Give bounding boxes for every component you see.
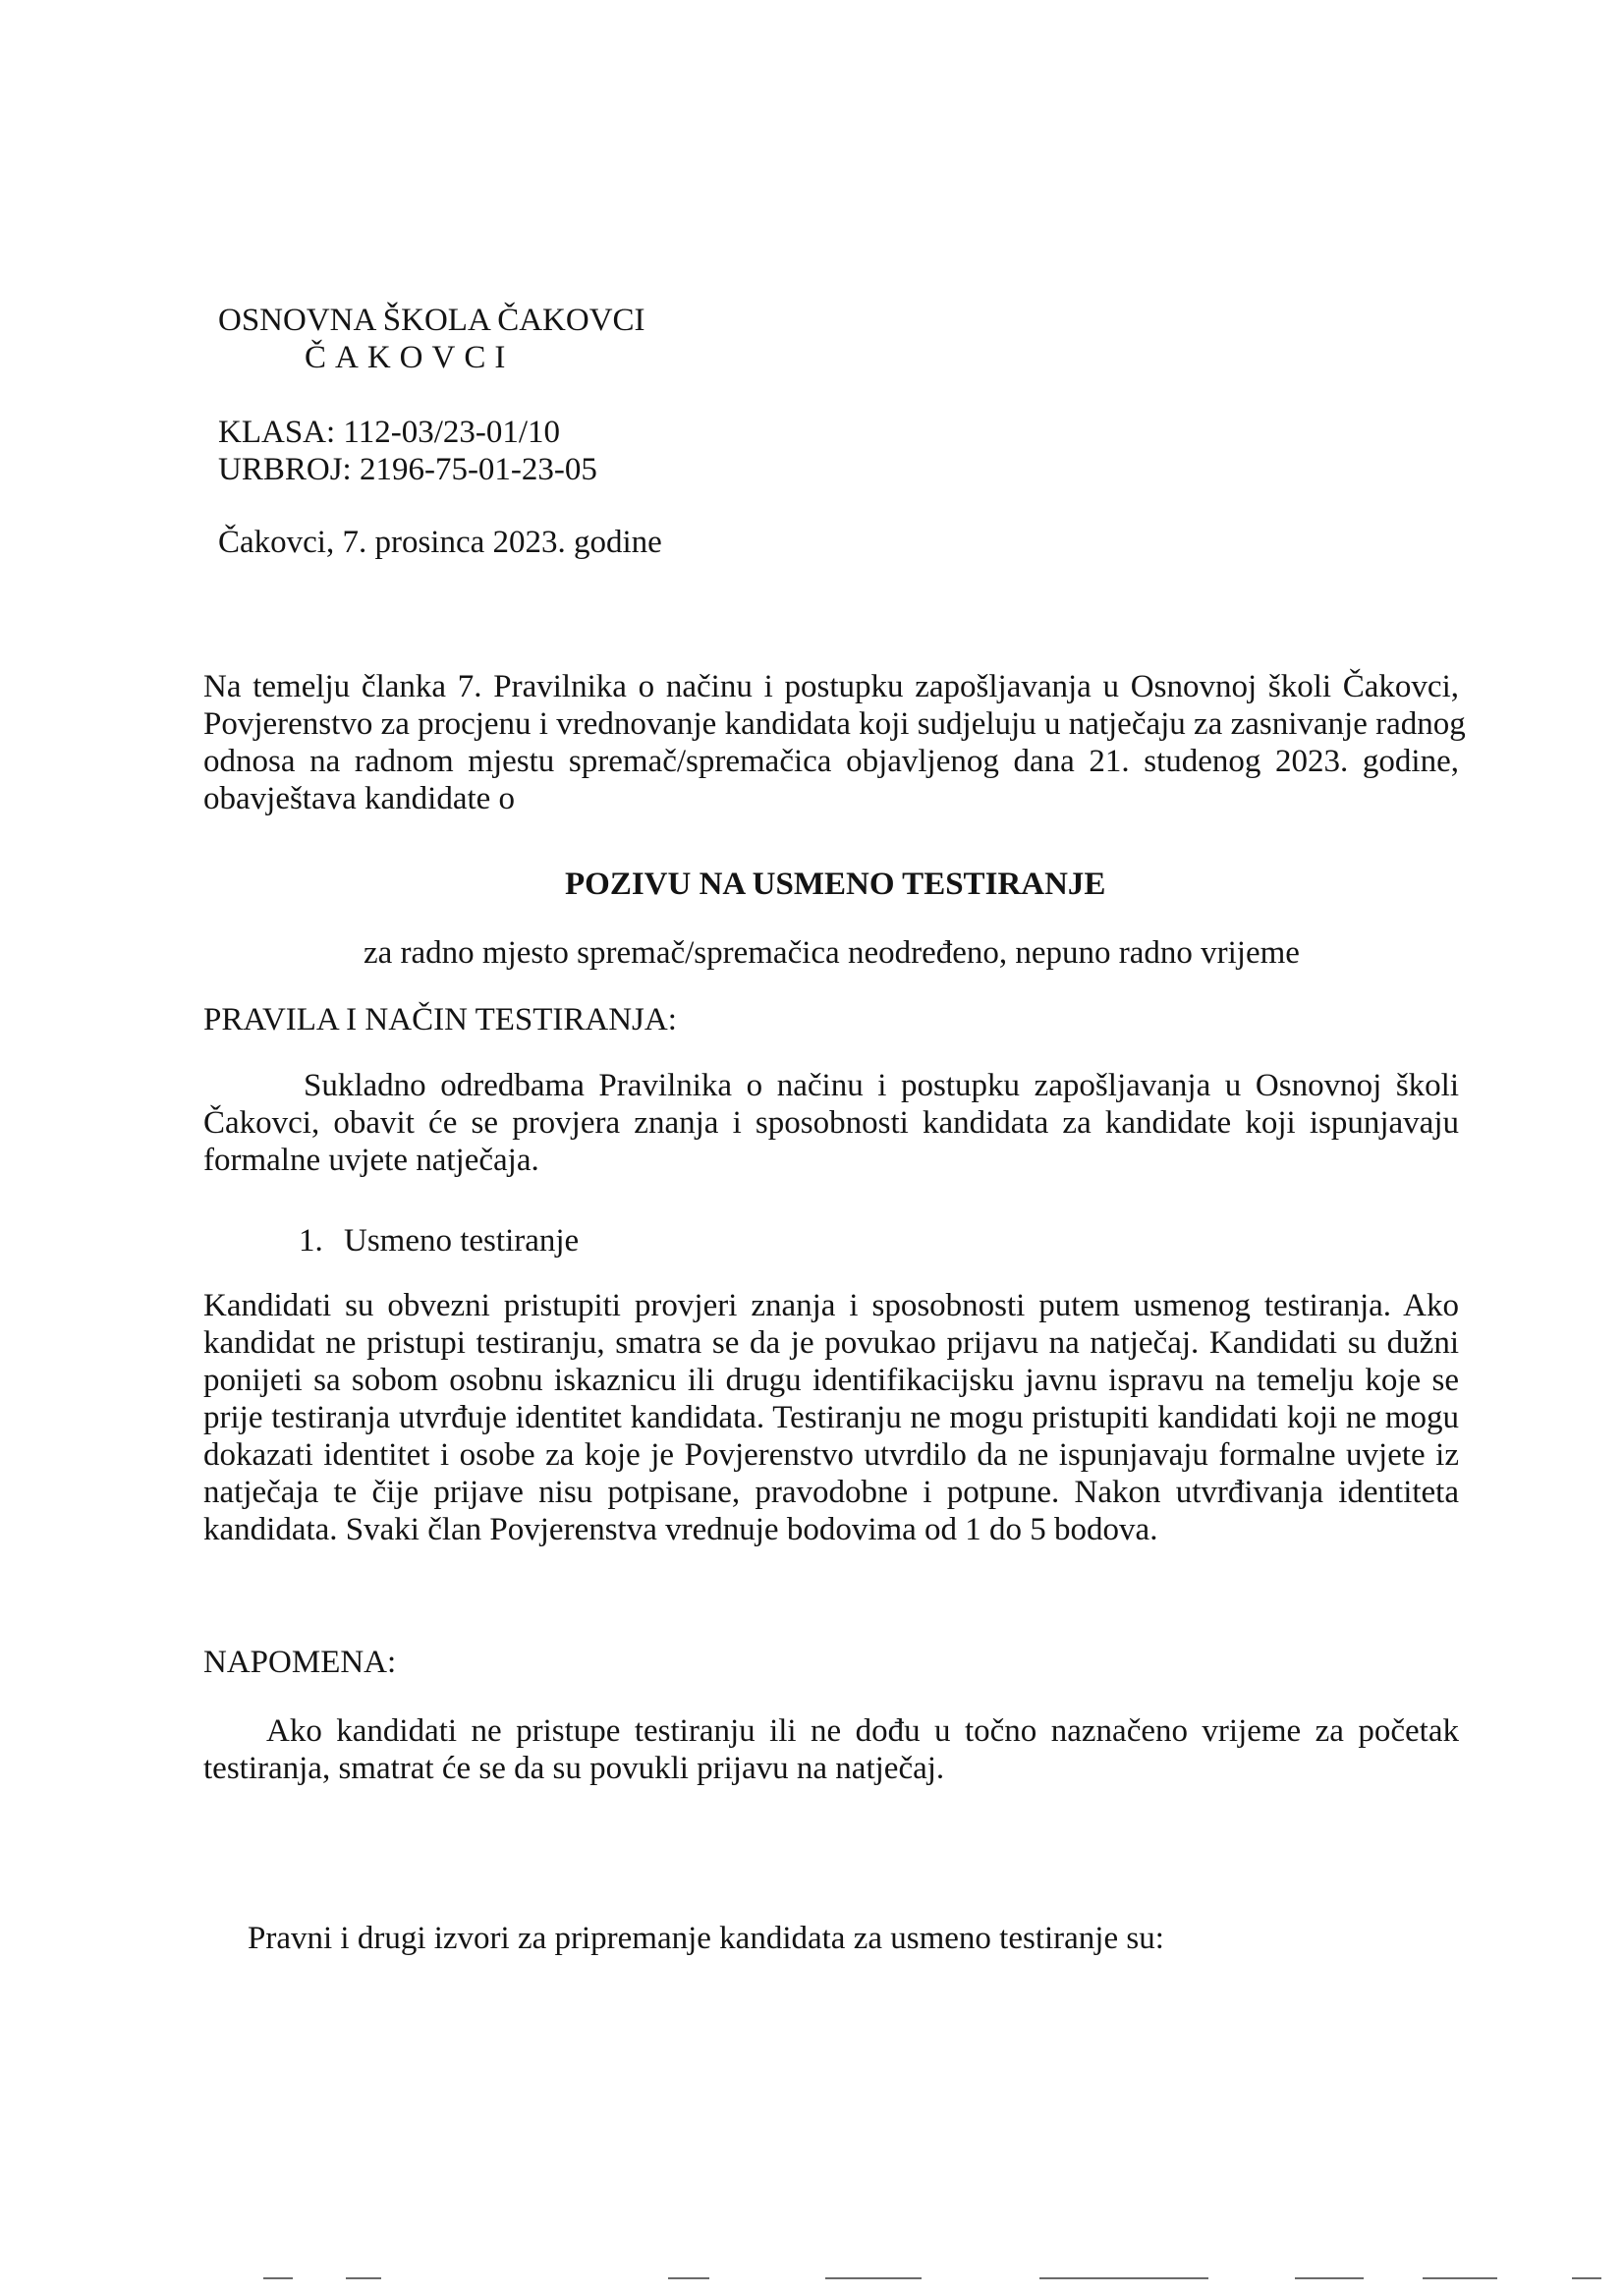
scan-artifact xyxy=(668,2277,709,2279)
scan-artifact xyxy=(1039,2277,1208,2279)
testing-line: ponijeti sa sobom osobnu iskaznicu ili drugu identifikacijsku javnu ispravu na temelju koje se xyxy=(203,1363,1459,1398)
urbroj-number: URBROJ: 2196-75-01-23-05 xyxy=(218,452,597,487)
rules-line: formalne uvjete natječaja. xyxy=(203,1143,539,1178)
document-subheading: za radno mjesto spremač/spremačica neodređeno, nepuno radno vrijeme xyxy=(364,935,1300,971)
note-line: Ako kandidati ne pristupe testiranju ili ne dođu u točno naznačeno vrijeme za početak xyxy=(266,1713,1459,1749)
testing-line: natječaja te čije prijave nisu potpisane, pravodobne i potpune. Nakon utvrđivanja identiteta xyxy=(203,1475,1459,1510)
testing-line: Kandidati su obvezni pristupiti provjeri znanja i sposobnosti putem usmenog testiranja. Ako xyxy=(203,1288,1459,1323)
document-date: Čakovci, 7. prosinca 2023. godine xyxy=(218,525,662,560)
intro-line: odnosa na radnom mjestu spremač/spremačica objavljenog dana 21. studenog 2023. godine, xyxy=(203,744,1459,779)
rules-line: Čakovci, obavit će se provjera znanja i sposobnosti kandidata za kandidate koji ispunjavaju xyxy=(203,1105,1459,1141)
note-paragraph xyxy=(203,1712,1459,1787)
sources-intro: Pravni i drugi izvori za pripremanje kandidata za usmeno testiranje su: xyxy=(248,1921,1164,1956)
rules-paragraph xyxy=(203,1067,1459,1179)
scan-artifact xyxy=(346,2277,381,2279)
testing-paragraph xyxy=(203,1287,1459,1548)
list-item-text: Usmeno testiranje xyxy=(344,1223,580,1259)
school-place: ČAKOVCI xyxy=(305,340,515,375)
note-heading: NAPOMENA: xyxy=(203,1645,397,1680)
rules-line: Sukladno odredbama Pravilnika o načinu i postupku zapošljavanja u Osnovnoj školi xyxy=(304,1068,1459,1103)
klasa-number: KLASA: 112-03/23-01/10 xyxy=(218,415,561,450)
scan-artifact xyxy=(1423,2277,1497,2279)
intro-line: Povjerenstvo za procjenu i vrednovanje kandidata koji sudjeluju u natječaju za zasnivanje radnog xyxy=(203,706,1466,742)
testing-line: kandidata. Svaki član Povjerenstva vrednuje bodovima od 1 do 5 bodova. xyxy=(203,1512,1158,1547)
intro-paragraph xyxy=(203,668,1466,817)
testing-line: kandidat ne pristupi testiranju, smatra se da je povukao prijavu na natječaj. Kandidati su dužni xyxy=(203,1325,1459,1361)
document-heading: POZIVU NA USMENO TESTIRANJE xyxy=(565,867,1106,902)
scan-artifact xyxy=(825,2277,922,2279)
testing-line: prije testiranja utvrđuje identitet kandidata. Testiranju ne mogu pristupiti kandidati koji ne mogu xyxy=(203,1400,1459,1435)
scan-artifact xyxy=(1295,2277,1364,2279)
scan-artifact xyxy=(1572,2277,1601,2279)
scan-artifact xyxy=(263,2277,293,2279)
note-line: testiranja, smatrat će se da su povukli prijavu na natječaj. xyxy=(203,1751,945,1786)
intro-line: obavještava kandidate o xyxy=(203,781,516,816)
testing-line: dokazati identitet i osobe za koje je Povjerenstvo utvrdilo da ne ispunjavaju formalne uvjete iz xyxy=(203,1437,1459,1473)
school-name: OSNOVNA ŠKOLA ČAKOVCI xyxy=(218,303,645,338)
rules-heading: PRAVILA I NAČIN TESTIRANJA: xyxy=(203,1002,677,1037)
intro-line: Na temelju članka 7. Pravilnika o načinu i postupku zapošljavanja u Osnovnoj školi Čakovci, xyxy=(203,669,1459,704)
list-item-number: 1. xyxy=(299,1223,323,1259)
